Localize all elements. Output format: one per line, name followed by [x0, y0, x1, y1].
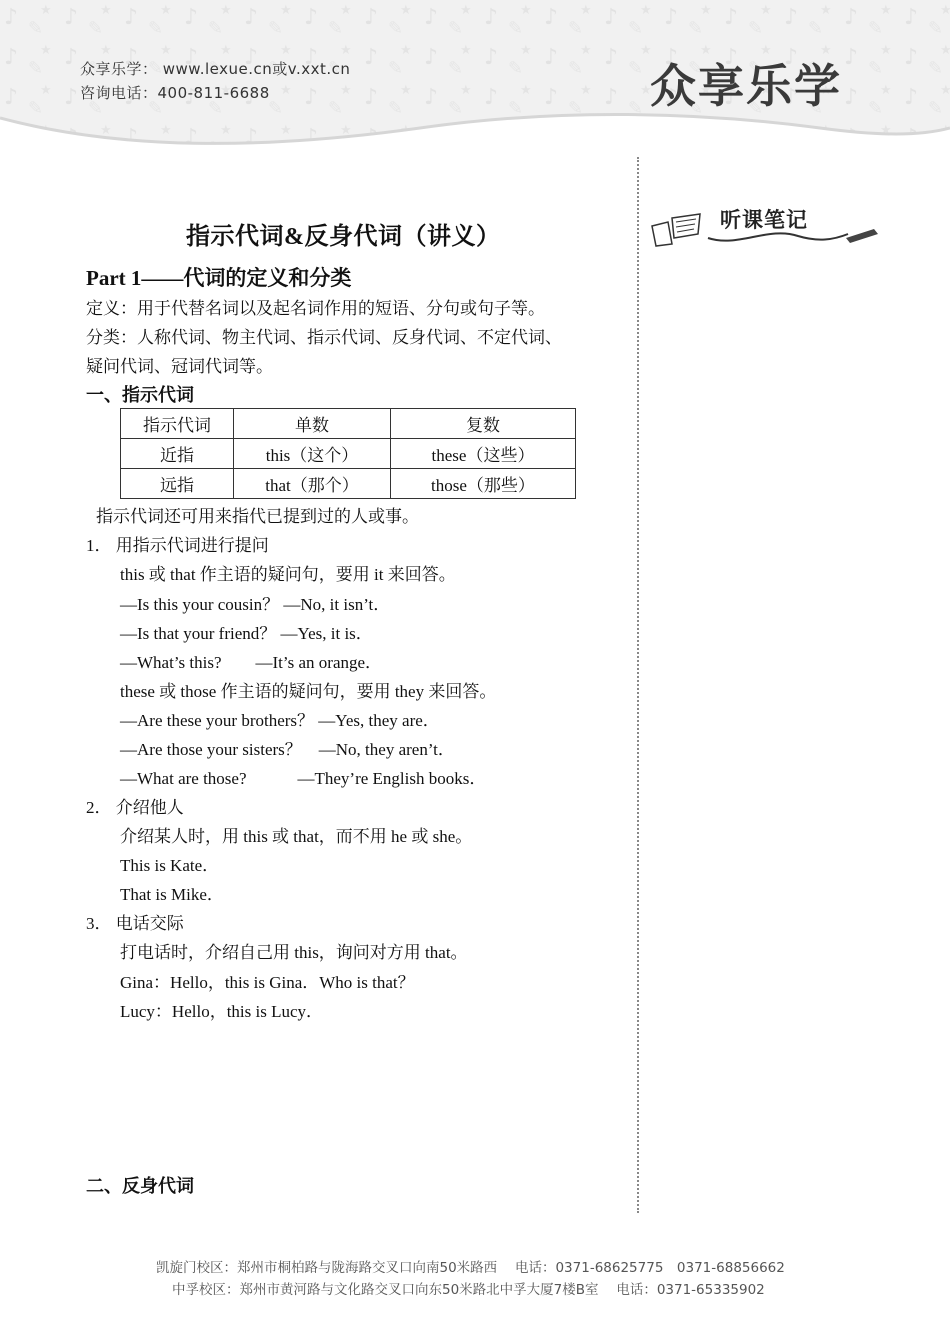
- item3-line: Gina：Hello，this is Gina．Who is that？: [120, 973, 415, 992]
- item2-line: This is Kate．: [120, 856, 220, 875]
- table-cell: this（这个）: [234, 439, 391, 469]
- item1-line: —Are those your sisters？ —No, they aren’t．: [120, 740, 455, 759]
- item2-line: That is Mike．: [120, 885, 224, 904]
- item1-line: this 或 that 作主语的疑问句，要用 it 来回答。: [120, 565, 456, 584]
- item1-line: —Is that your friend？ —Yes, it is．: [120, 624, 373, 643]
- item2-line: 介绍某人时，用 this 或 that，而不用 he 或 she。: [120, 827, 473, 846]
- table-header-cell: 指示代词: [121, 409, 234, 439]
- notes-panel: [648, 196, 888, 254]
- definition-text: 定义：用于代替名词以及起名词作用的短语、分句或句子等。: [86, 299, 545, 318]
- table-cell: that（那个）: [234, 469, 391, 499]
- item1-line: —What are those? —They’re English books．: [120, 769, 487, 788]
- table-header-row: [121, 409, 576, 439]
- table-cell: 近指: [121, 439, 234, 469]
- item1-title: 1． 用指示代词进行提问: [86, 536, 269, 555]
- table-cell: 远指: [121, 469, 234, 499]
- brand-logo: 众享乐学: [650, 59, 842, 113]
- notes-label: 听课笔记: [720, 208, 808, 232]
- section1-heading: 一、指示代词: [86, 385, 194, 406]
- item2-title: 2． 介绍他人: [86, 798, 184, 817]
- footer-campus-2: 中孚校区：郑州市黄河路与文化路交叉口向东50米路北中孚大厦7楼B室 电话：0371-65335902: [172, 1282, 765, 1298]
- footer-campus-1: 凯旋门校区：郑州市桐柏路与陇海路交叉口向南50米路西 电话：0371-68625775 0371-68856662: [156, 1260, 785, 1276]
- table-cell: these（这些）: [391, 439, 576, 469]
- table-header-cell: 复数: [391, 409, 576, 439]
- item3-title: 3． 电话交际: [86, 914, 184, 933]
- classification-line-1: 分类：人称代词、物主代词、指示代词、反身代词、不定代词、: [86, 328, 562, 347]
- item3-line: 打电话时，介绍自己用 this，询问对方用 that。: [120, 943, 468, 962]
- table-cell: those（那些）: [391, 469, 576, 499]
- column-divider: [637, 157, 639, 1213]
- item1-line: —Is this your cousin？ —No, it isn’t．: [120, 595, 391, 614]
- part1-heading: Part 1——代词的定义和分类: [86, 266, 352, 290]
- item1-line: —What’s this? —It’s an orange．: [120, 653, 383, 672]
- table-row: [121, 439, 576, 469]
- table-header-cell: 单数: [234, 409, 391, 439]
- item3-line: Lucy：Hello，this is Lucy．: [120, 1002, 324, 1021]
- demonstrative-table: [120, 408, 576, 499]
- item1-line: —Are these your brothers？ —Yes, they are．: [120, 711, 440, 730]
- section2-heading: 二、反身代词: [86, 1176, 194, 1197]
- header-website: 众享乐学： www.lexue.cn或v.xxt.cn: [80, 60, 351, 78]
- classification-line-2: 疑问代词、冠词代词等。: [86, 357, 273, 376]
- page-header: [0, 0, 950, 150]
- table-row: [121, 469, 576, 499]
- table-note: 指示代词还可用来指代已提到过的人或事。: [96, 507, 419, 526]
- header-phone: 咨询电话：400-811-6688: [80, 84, 270, 102]
- item1-line: these 或 those 作主语的疑问句，要用 they 来回答。: [120, 682, 497, 701]
- document-title: 指示代词&反身代词（讲义）: [186, 224, 501, 250]
